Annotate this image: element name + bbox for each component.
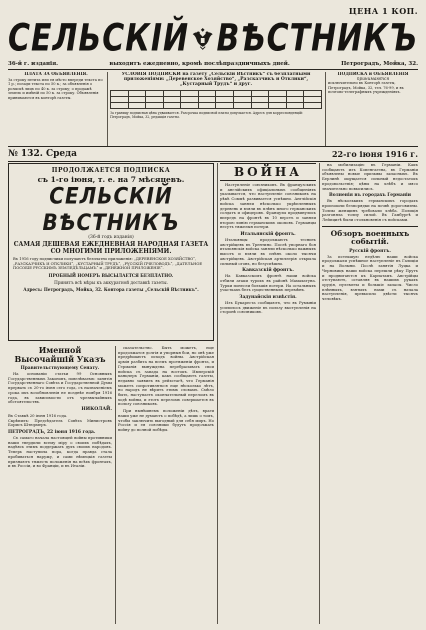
subscription-rates-table	[110, 90, 322, 109]
ad-rates-text: За строку петита или ея мѣсто впереди текста по 1 р.; позади текста по 50 к.; за объявленія о розыскѣ лицъ по 40 к. за строку; о продажѣ земель и имѣній по 50 к. за строку. Объявленія принимаются въ конторѣ газеты.	[8, 77, 103, 100]
decree-body: На основаніи статьи 99 Основныхъ Государственныхъ Законовъ, повелѣваемъ: занятія Государственнаго Совѣта и Государственной Думы прервать съ 20-го іюня сего года, съ назначеніемъ срока ихъ возобновленія не позднѣе ноября 1916 года, въ зависимости отъ чрезвычайныхъ обстоятельствъ.	[8, 371, 112, 405]
ad-period: съ 1-го іюня, т. е. на 7 мѣсяцевъ.	[37, 175, 185, 184]
news-subheading-1: Волненія въ городахъ Германіи	[329, 193, 411, 199]
dispatch-heading: ПЕТРОГРАДЪ, 22 іюня 1916 года.	[8, 430, 96, 436]
rates-note: За границу подписная цѣна удваивается. Разсрочка подписной платы допускается. Адресъ для корреспонденцій: Петроградъ, Мойка, 32, редакція газеты.	[110, 110, 303, 119]
column-divider	[107, 72, 108, 146]
issue-number: № 132. Среда	[8, 149, 77, 159]
conditions-text: УСЛОВІЯ ПОДПИСКИ на газету „Сельскій Вѣстникъ“ съ безплатными приложеніями: „Деревенское Хозяйство“, „Разсказчикъ и Отклики“, „Кустарный Трудъ“ и друг.	[121, 72, 311, 88]
double-headed-eagle-icon	[189, 16, 216, 60]
editorial-text-2: При нынѣшнемъ положеніи дѣлъ, враги наши уже не думаютъ о побѣдѣ, а лишь о томъ, чтобы заключить выгодный для себя миръ. Но Россія и ея союзники будутъ продолжать войну до полной побѣды.	[118, 408, 214, 432]
review-subheading: Русскій фронтъ.	[349, 248, 391, 254]
column-divider	[217, 163, 218, 624]
editorial-text: сказательство. Быть можетъ, еще продолжатся долгія и упорныя бои, но онѣ уже предрѣшаютъ исходъ войны. Австрійская армія разбита на всемъ протяженіи фронта, и Германія вынуждена перебрасывать свои войска съ запада на востокъ. Имперскій канцлеръ Германіи, какъ сообщаютъ газеты, недавно заявилъ въ рейхстагѣ, что Германія можетъ сопротивляться еще нѣсколько лѣтъ, но народъ не вѣритъ этимъ словамъ. Смѣло быть, наступаетъ окончательный переломъ въ ходѣ войны, и этотъ переломъ совершается въ пользу союзниковъ.	[118, 346, 214, 407]
masthead-subline	[8, 61, 418, 67]
war-text-2: Итальянцы продолжаютъ теснить австрійцевъ въ Трентино. Послѣ упорнаго боя итальянскія войска заняли нѣсколько важныхъ высотъ и взяли въ плѣнъ около тысячи австрійцевъ. Австрійская артиллерія открыла сильный огонь, но безуспѣшно.	[220, 237, 316, 266]
dispatch-text: Съ самаго начала настоящей войны противники наши твердили всему міру о своихъ побѣдахъ, надѣясь этимъ поддержать духъ своихъ народовъ. Теперь наступила пора, когда правда стала пробиваться наружу, и сами нѣмецкія газеты признаютъ тяжесть положенія на всѣхъ фронтахъ, и въ Россіи, и во Франціи, и въ Италіи.	[8, 435, 112, 469]
ad-address: Адресъ: Петроградъ, Мойка, 32. Контора газеты „Сельскій Вѣстникъ“.	[23, 286, 199, 292]
column-divider	[325, 72, 326, 146]
ad-continues: ПРОДОЛЖАЕТСЯ ПОДПИСКА	[51, 167, 171, 174]
news-text: на мобилизацію въ Германіи. Какъ сообщаютъ изъ Копенгагена, въ Германіи объявлены новые призывы запасныхъ. Въ Берлинѣ ощущается сильный недостатокъ продовольствія; цѣны на хлѣбъ и мясо значительно повысились.	[322, 163, 418, 191]
masthead-left-word: СЕЛЬСКІЙ	[8, 16, 190, 60]
ad-rates-block	[8, 72, 104, 146]
column-divider	[115, 346, 116, 624]
ad-free-trial: ПРОБНЫЙ НОМЕРЪ ВЫСЫЛАЕТСЯ БЕЗПЛАТНО.	[48, 272, 174, 278]
decree-title: Именной Высочайшій Указъ	[14, 346, 106, 364]
review-rule	[322, 226, 418, 227]
war-subheading-1: Итальянскій фронтъ.	[240, 232, 296, 238]
decree-signature: НИКОЛАЙ.	[81, 406, 112, 412]
war-subheading-3: Задунайскія извѣстія.	[239, 295, 297, 301]
dateline	[8, 148, 418, 160]
ad-edition: (36-й годъ изданія)	[88, 235, 134, 240]
publisher-address: Петроградъ, Мойка, 32.	[341, 61, 418, 67]
price-label: ЦЕНА 1 КОП.	[348, 6, 418, 16]
office-text: исключительно въ Конторѣ газеты, Петроградъ, Мойка, 32, тел. 76-99, и въ почтово-телеграфныхъ учрежденіяхъ.	[328, 81, 404, 95]
office-heading: ПОДПИСКА и ОБЪЯВЛЕНІЯ	[337, 72, 409, 76]
news-text-2: Въ нѣсколькихъ германскихъ городахъ произошли безпорядки на почвѣ дороговизны. Толпы женщинъ требовали хлѣба. Полиція разгоняла толпу силой. Въ Гамбургѣ и Лейпцигѣ были столкновенія съ войсками.	[322, 198, 418, 223]
decree-place: Въ Ставкѣ 20 іюня 1916 года.	[8, 412, 68, 418]
war-title: ВОЙНА	[220, 163, 316, 181]
war-text: Наступленіе союзниковъ. Въ французскихъ и англійскихъ офиціальныхъ сообщеніяхъ указывается, что наступленіе союзниковъ на рѣкѣ Соммѣ развивается успѣшно. Англійскія войска заняли нѣсколько укрѣпленныхъ деревень и взяли въ плѣнъ много германскихъ солдатъ и офицеровъ. Французы продвинулись впередъ на фронтѣ въ 10 верстъ и заняли второю линію германскихъ окоповъ. Германцы несутъ тяжелыя потери.	[220, 182, 316, 230]
news-column	[322, 163, 418, 624]
decree-column	[8, 346, 112, 624]
war-subheading-2: Кавказскій фронтъ.	[242, 268, 294, 274]
review-title: Обзоръ военныхъ событій.	[330, 228, 410, 247]
subscription-conditions	[110, 72, 322, 146]
ad-rates-heading: ПЛАТА ЗА ОБЪЯВЛЕНІЯ.	[24, 72, 88, 76]
masthead	[8, 16, 418, 60]
issue-date: 22-го іюня 1916 г.	[331, 149, 418, 159]
header-rule	[8, 69, 418, 70]
dateline-top-rule	[8, 146, 418, 147]
decree-addressee: Правительствующему Сенату.	[20, 366, 100, 371]
masthead-right-word: ВѢСТНИКЪ	[216, 16, 418, 60]
review-text: За истекшую недѣлю наши войска продолжали успѣшное наступленіе въ Галиціи и на Волыни. Послѣ занятія Луцка и Черновицъ наши войска перешли рѣку Прутъ и продвигаются къ Карпатамъ. Австрійцы отступаютъ, оставляя въ нашихъ рукахъ орудія, пулеметы и большіе запасы. Число плѣнныхъ, взятыхъ нами съ начала наступленія, превысило двѣсти тысячъ человѣкъ.	[322, 253, 418, 302]
edition-year: 36-й г. изданія.	[8, 61, 59, 67]
subscription-advertisement	[8, 163, 214, 341]
ad-accept: Принятъ всѣ мѣры къ аккуратной доставкѣ газеты.	[54, 279, 168, 285]
ad-supplements: Въ 1916 году подписчики получаютъ безплатно приложенія: „ДЕРЕВЕНСКОЕ ХОЗЯЙСТВО“, „РАЗСКАЗЧИКЪ И ОТКЛИКИ“, „КУСТАРНЫЙ ТРУДЪ“, „РУССКІЙ ПЧЕЛОВОДЪ“, „ДАТЕЛЬНОЕ ПОСОБІЕ РУССКИМЪ ЗЕМЛЕДѢЛЬЦАМЪ“ и „ДЕНЕЖНОЙ ПРИЛОЖЕНІЕ“.	[13, 257, 203, 271]
publication-frequency: выходитъ ежедневно, кромѣ послѣпраздничныхъ дней.	[109, 61, 290, 67]
editorial-column	[118, 346, 214, 624]
ad-title: СЕЛЬСКІЙ ВѢСТНИКЪ	[42, 182, 180, 236]
ad-slogan: САМАЯ ДЕШЕВАЯ ЕЖЕДНЕВНАЯ НАРОДНАЯ ГАЗЕТА СО МНОГИМИ ПРИЛОЖЕНІЯМИ.	[13, 241, 209, 255]
dateline-bottom-rule	[8, 161, 418, 162]
newspaper-page	[8, 6, 418, 624]
subscription-office-block	[328, 72, 418, 146]
war-text-3: На Кавказскомъ фронтѣ наши войска отбили атаки турокъ въ районѣ Мамахатуна. Турки понесли большія потери. На остальныхъ участкахъ безъ существенныхъ перемѣнъ.	[220, 273, 316, 293]
column-divider	[319, 163, 320, 624]
decree-countersign: Скрѣпилъ: Предсѣдатель Совѣта Министровъ Борисъ Штюрмеръ.	[8, 417, 112, 428]
war-column	[220, 163, 316, 624]
war-text-4: Изъ Букареста сообщаютъ, что въ Румыніи усилилось движеніе въ пользу выступленія на сторонѣ союзниковъ.	[220, 300, 316, 315]
office-subheading: принимаются	[356, 75, 390, 81]
